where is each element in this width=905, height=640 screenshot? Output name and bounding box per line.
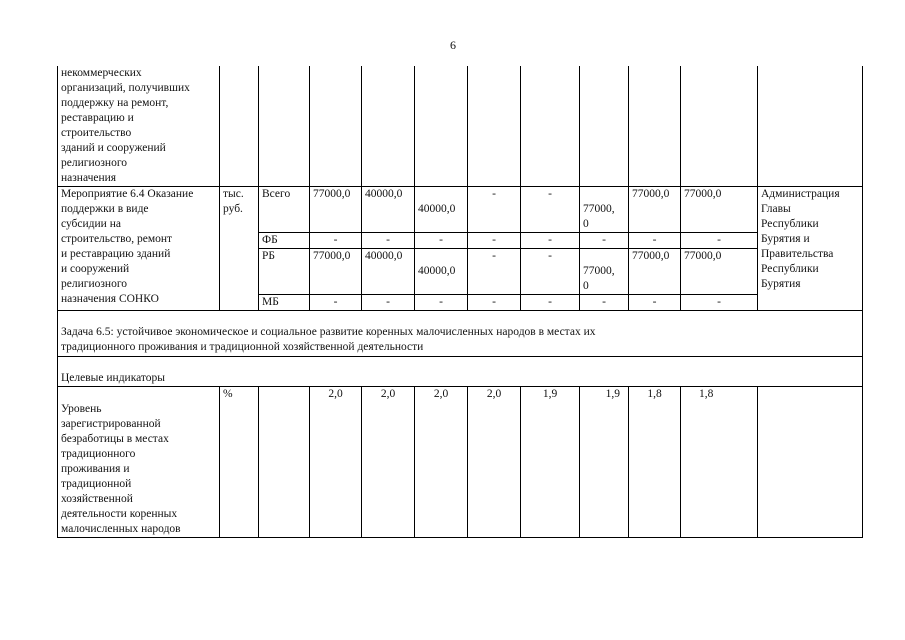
value-cell: 77000,0 <box>629 187 681 233</box>
empty-cell <box>310 66 362 187</box>
continuation-name-line: поддержку на ремонт, <box>61 97 169 109</box>
value-cell: - <box>580 295 629 311</box>
indicators-header-row <box>58 357 863 387</box>
executor-line: Правительства <box>761 248 834 260</box>
continuation-name-line: назначения <box>61 172 117 184</box>
measure-name-line: и реставрацию зданий <box>61 248 171 260</box>
value-cell: - <box>521 295 580 311</box>
empty-cell <box>580 66 629 187</box>
measure-name-line: поддержки в виде <box>61 203 149 215</box>
indicator-name-line: деятельности коренных <box>61 508 178 520</box>
measure-name-line: субсидии на <box>61 218 121 230</box>
measure-name-cell <box>58 187 220 311</box>
indicator-value-cell: 1,9 <box>521 387 580 538</box>
empty-cell <box>629 66 681 187</box>
value-cell: 77000,0 <box>310 187 362 233</box>
indicator-name-line: хозяйственной <box>61 493 133 505</box>
indicator-value-cell: 2,0 <box>310 387 362 538</box>
measure-name-line: строительство, ремонт <box>61 233 173 245</box>
value-cell: - <box>629 295 681 311</box>
task-row <box>58 311 863 357</box>
value-cell: 77000, 0 <box>580 187 629 233</box>
value-cell: - <box>468 295 521 311</box>
source-cell: МБ <box>259 295 310 311</box>
executor-line: Администрация <box>761 188 840 200</box>
indicator-value-cell: 2,0 <box>468 387 521 538</box>
continuation-name-line: организаций, получивших <box>61 82 190 94</box>
measure-name-line: назначения СОНКО <box>61 293 159 305</box>
page-number: 6 <box>450 38 456 52</box>
source-cell: ФБ <box>259 233 310 249</box>
indicator-value-cell: 1,9 <box>580 387 629 538</box>
executor-cell <box>758 187 863 311</box>
value-cell: 77000,0 <box>310 249 362 295</box>
value-cell: - <box>681 295 758 311</box>
empty-cell <box>220 66 259 187</box>
executor-line: Главы <box>761 203 791 215</box>
continuation-name-line: зданий и сооружений <box>61 142 166 154</box>
value-cell: 77000,0 <box>681 187 758 233</box>
executor-line: Республики <box>761 218 819 230</box>
value-cell: - <box>681 233 758 249</box>
measure-unit-line: тыс. <box>223 188 244 200</box>
program-table <box>57 66 863 538</box>
indicator-name-line: зарегистрированной <box>61 418 161 430</box>
measure-name-line: и сооружений <box>61 263 130 275</box>
value-cell: - <box>415 233 468 249</box>
indicator-value-cell: 2,0 <box>415 387 468 538</box>
continuation-name-line: некоммерческих <box>61 67 142 79</box>
value-cell: - <box>521 233 580 249</box>
indicators-header: Целевые индикаторы <box>58 357 863 387</box>
measure-name-line: Мероприятие 6.4 Оказание <box>61 188 194 200</box>
value-cell: - <box>580 233 629 249</box>
value-cell: - <box>362 233 415 249</box>
measure-name-line: религиозного <box>61 278 127 290</box>
empty-cell <box>758 387 863 538</box>
empty-cell <box>468 66 521 187</box>
task-line: традиционного проживания и традиционной хозяйственной деятельности <box>61 341 424 353</box>
indicator-row <box>58 387 863 538</box>
executor-line: Бурятия <box>761 278 801 290</box>
continuation-name-line: строительство <box>61 127 132 139</box>
value-cell: - <box>310 233 362 249</box>
executor-line: Республики <box>761 263 819 275</box>
measure-unit-line: руб. <box>223 203 243 215</box>
indicator-name-line: традиционного <box>61 448 136 460</box>
value-cell: 40000,0 <box>415 187 468 233</box>
value-cell: - <box>468 187 521 233</box>
continuation-name-cell <box>58 66 220 187</box>
indicator-name-cell <box>58 387 220 538</box>
value-cell: - <box>521 187 580 233</box>
task-cell <box>58 311 863 357</box>
indicator-name-line: безработицы в местах <box>61 433 169 445</box>
indicator-value-cell: 1,8 <box>629 387 681 538</box>
measure-row-total <box>58 187 863 233</box>
value-cell: 40000,0 <box>362 187 415 233</box>
empty-cell <box>521 66 580 187</box>
continuation-name-line: реставрацию и <box>61 112 134 124</box>
value-cell: 40000,0 <box>415 249 468 295</box>
empty-cell <box>259 66 310 187</box>
indicator-name-line: Уровень <box>61 403 102 415</box>
indicator-unit-cell: % <box>220 387 259 538</box>
executor-line: Бурятия и <box>761 233 810 245</box>
empty-cell <box>758 66 863 187</box>
value-cell: 77000, 0 <box>580 249 629 295</box>
value-cell: - <box>521 249 580 295</box>
indicator-name-line: малочисленных народов <box>61 523 181 535</box>
value-cell: - <box>468 233 521 249</box>
source-cell: Всего <box>259 187 310 233</box>
value-cell: - <box>362 295 415 311</box>
value-cell: - <box>468 249 521 295</box>
continuation-row <box>58 66 863 187</box>
continuation-name-line: религиозного <box>61 157 127 169</box>
task-line: Задача 6.5: устойчивое экономическое и социальное развитие коренных малочисленных народов в местах их <box>61 326 596 338</box>
value-cell: - <box>310 295 362 311</box>
indicator-value-cell: 1,8 <box>681 387 758 538</box>
indicator-name-line: традиционной <box>61 478 132 490</box>
value-cell: - <box>629 233 681 249</box>
indicator-value-cell: 2,0 <box>362 387 415 538</box>
value-cell: 77000,0 <box>629 249 681 295</box>
empty-cell <box>362 66 415 187</box>
value-cell: - <box>415 295 468 311</box>
measure-unit-cell <box>220 187 259 311</box>
empty-cell <box>259 387 310 538</box>
value-cell: 77000,0 <box>681 249 758 295</box>
indicator-name-line: проживания и <box>61 463 130 475</box>
source-cell: РБ <box>259 249 310 295</box>
empty-cell <box>415 66 468 187</box>
value-cell: 40000,0 <box>362 249 415 295</box>
empty-cell <box>681 66 758 187</box>
